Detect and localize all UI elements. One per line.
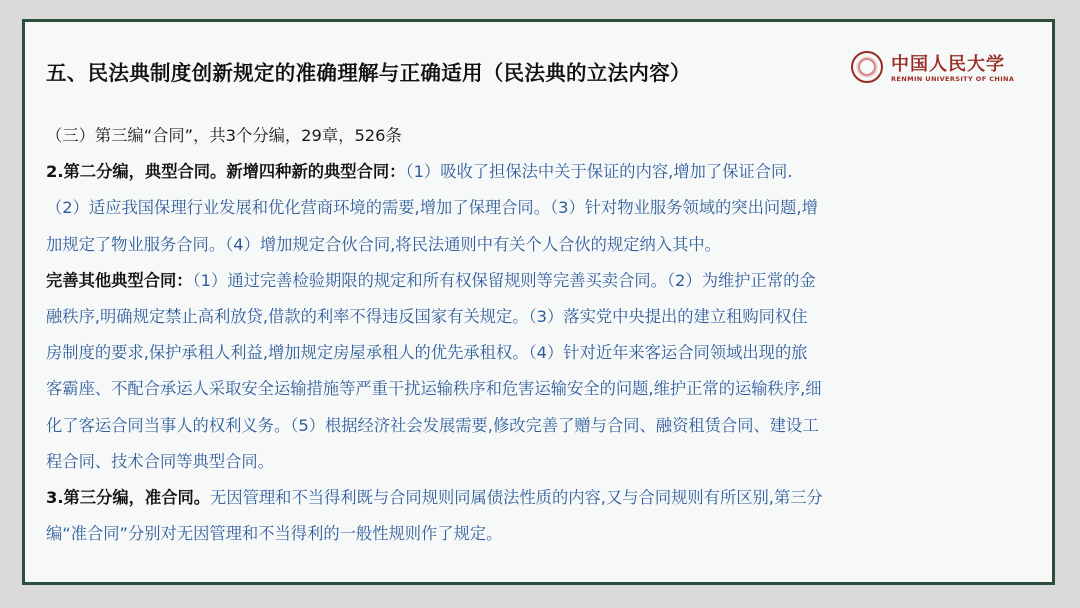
- logo-name-en: RENMIN UNIVERSITY OF CHINA: [891, 75, 1015, 83]
- line-heading: 2.第二分编，典型合同。新增四种新的典型合同：: [46, 162, 406, 182]
- body-line: [46, 299, 1036, 335]
- body-line: [46, 227, 1036, 263]
- body-line: [46, 516, 1036, 552]
- slide-body: [46, 118, 1036, 552]
- university-logo: [851, 48, 1015, 88]
- body-line: [46, 263, 1036, 299]
- line-text: （三）第三编“合同”，共3个分编，29章，526条: [46, 126, 402, 145]
- body-line: [46, 118, 1036, 154]
- line-detail: （2）适应我国保理行业发展和优化营商环境的需要,增加了保理合同。（3）针对物业服务领域的突出问题,增: [46, 198, 818, 218]
- body-line: [46, 408, 1036, 444]
- line-detail: 加规定了物业服务合同。（4）增加规定合伙合同,将民法通则中有关个人合伙的规定纳入其中。: [46, 234, 721, 254]
- line-heading: 完善其他典型合同：: [46, 270, 193, 290]
- line-detail: 编“准合同”分别对无因管理和不当得利的一般性规则作了规定。: [46, 524, 503, 544]
- body-line: [46, 154, 1036, 190]
- line-detail: 客霸座、不配合承运人采取安全运输措施等严重干扰运输秩序和危害运输安全的问题,维护正常的运输秩序,细: [46, 379, 822, 399]
- body-line: [46, 190, 1036, 226]
- slide-title: 五、民法典制度创新规定的准确理解与正确适用（民法典的立法内容）: [46, 61, 691, 85]
- body-line: [46, 444, 1036, 480]
- line-detail: 融秩序,明确规定禁止高利放贷,借款的利率不得违反国家有关规定。（3）落实党中央提出的建立租购同权住: [46, 306, 808, 326]
- line-detail: （1）吸收了担保法中关于保证的内容,增加了保证合同.: [405, 162, 793, 182]
- university-seal-icon: [851, 51, 883, 83]
- line-detail: （1）通过完善检验期限的规定和所有权保留规则等完善买卖合同。（2）为维护正常的金: [192, 270, 816, 290]
- line-heading: 3.第三分编，准合同。: [46, 487, 211, 507]
- logo-name-cn: 中国人民大学: [891, 54, 1005, 75]
- line-detail: 化了客运合同当事人的权利义务。（5）根据经济社会发展需要,修改完善了赠与合同、融资租赁合同、建设工: [46, 415, 819, 435]
- slide: [22, 19, 1055, 585]
- line-detail: 无因管理和不当得利既与合同规则同属债法性质的内容,又与合同规则有所区别,第三分: [210, 487, 823, 507]
- body-line: [46, 335, 1036, 371]
- body-line: [46, 480, 1036, 516]
- body-line: [46, 371, 1036, 407]
- line-detail: 房制度的要求,保护承租人利益,增加规定房屋承租人的优先承租权。（4）针对近年来客运合同领域出现的旅: [46, 343, 808, 363]
- line-detail: 程合同、技术合同等典型合同。: [46, 451, 274, 471]
